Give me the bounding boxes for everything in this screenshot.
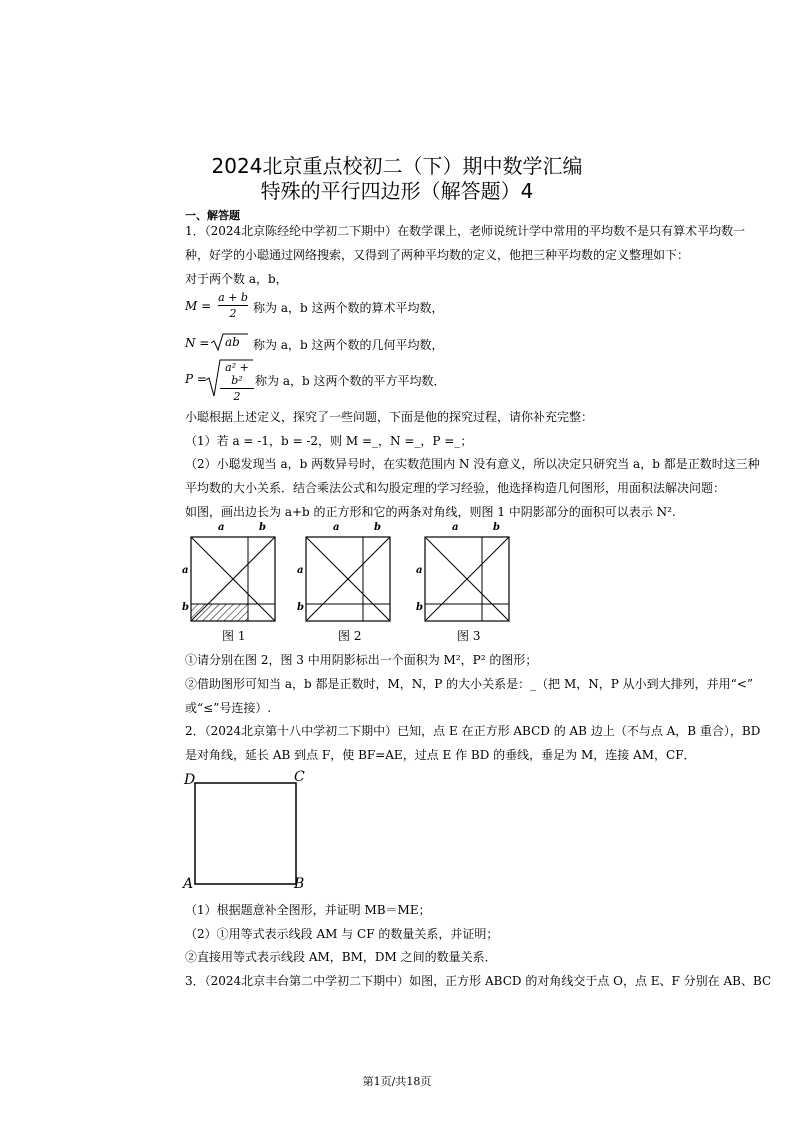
figure-2 xyxy=(303,522,393,631)
vertex-c-label: C xyxy=(294,769,305,785)
formula-p-text: 称为 a，b 这两个数的平方平均数． xyxy=(255,374,446,388)
formula-n-radicand: ab xyxy=(225,335,240,349)
figure-3 xyxy=(422,522,512,631)
figure-1-caption: 图 1 xyxy=(222,629,246,643)
fig1-label-b-top: b xyxy=(259,522,266,533)
formula-p-denominator: 2 xyxy=(220,388,254,403)
fig1-label-a-top: a xyxy=(218,522,225,533)
q2-line-5: ②直接用等式表示线段 AM，BM，DM 之间的数量关系． xyxy=(185,950,497,964)
formula-p-numerator: a² + b² xyxy=(225,361,249,387)
formula-p-fraction xyxy=(220,361,254,403)
figure-square-abcd xyxy=(180,768,310,897)
q1-line-12: ①请分别在图 2，图 3 中用阴影标出一个面积为 M²，P² 的图形； xyxy=(185,653,538,667)
q1-line-11: 如图，画出边长为 a+b 的正方形和它的两条对角线，则图 1 中阴影部分的面积可以表示 N². xyxy=(185,505,676,519)
figure-1-drawing xyxy=(188,522,278,627)
fig3-label-a-left: a xyxy=(416,565,423,576)
q1-line-9: （2）小聪发现当 a，b 两数异号时，在实数范围内 N 没有意义，所以决定只研究当 a，b 都是正数时这三种 xyxy=(185,457,760,471)
q2-line-4: （2）①用等式表示线段 AM 与 CF 的数量关系，并证明； xyxy=(185,927,499,941)
vertex-b-label: B xyxy=(294,876,305,892)
q1-line-2: 种，好学的小聪通过网络搜索，又得到了两种平均数的定义，他把三种平均数的定义整理如下： xyxy=(185,248,690,262)
q1-line-10: 平均数的大小关系．结合乘法公式和勾股定理的学习经验，他选择构造几何图形，用面积法解决问题： xyxy=(185,481,726,495)
fig3-label-b-top: b xyxy=(493,522,500,533)
fig1-label-b-left: b xyxy=(182,602,189,613)
formula-m-numerator: a + b xyxy=(218,291,248,304)
q1-line-13: ②借助图形可知当 a，b 都是正数时，M，N，P 的大小关系是：_（把 M，N，P 从小到大排列，并用“<” xyxy=(185,677,753,691)
page-subtitle: 特殊的平行四边形（解答题）4 xyxy=(260,179,534,203)
q1-line-8: （1）若 a = -1，b = -2，则 M =_，N =_，P =_； xyxy=(185,434,473,448)
q2-line-1: 2．（2024北京第十八中学初二下期中）已知，点 E 在正方形 ABCD 的 AB 边上（不与点 A，B 重合），BD xyxy=(185,724,761,738)
formula-n-text: 称为 a，b 这两个数的几何平均数， xyxy=(253,338,444,352)
q1-line-1: 1．（2024北京陈经纶中学初二下期中）在数学课上，老师说统计学中常用的平均数不是只有算术平均数一 xyxy=(185,224,746,238)
figure-3-caption: 图 3 xyxy=(457,629,481,643)
square-abcd-drawing xyxy=(180,768,310,893)
page-footer: 第1页/共18页 xyxy=(362,1075,432,1088)
formula-m-denominator: 2 xyxy=(218,305,248,320)
fig2-label-b-left: b xyxy=(297,602,304,613)
formula-n-radical xyxy=(210,332,250,356)
figure-2-caption: 图 2 xyxy=(338,629,362,643)
q2-line-3: （1）根据题意补全图形，并证明 MB＝ME； xyxy=(185,903,431,917)
fig1-label-a-left: a xyxy=(182,565,189,576)
q3-line-1: 3．（2024北京丰台第二中学初二下期中）如图，正方形 ABCD 的对角线交于点 O，点 E、F 分别在 AB、BC xyxy=(185,974,772,988)
fig3-label-b-left: b xyxy=(416,602,423,613)
figure-2-drawing xyxy=(303,522,393,627)
page-title: 2024北京重点校初二（下）期中数学汇编 xyxy=(211,154,583,178)
vertex-d-label: D xyxy=(184,772,196,788)
figure-3-drawing xyxy=(422,522,512,627)
formula-m-text: 称为 a，b 这两个数的算术平均数， xyxy=(253,301,444,315)
formula-m-fraction xyxy=(218,291,248,320)
formula-p-radical xyxy=(205,358,255,402)
fig3-label-a-top: a xyxy=(452,522,459,533)
q2-line-2: 是对角线，延长 AB 到点 F，使 BF=AE，过点 E 作 BD 的垂线，垂足为 M，连接 AM，CF． xyxy=(185,748,696,762)
formula-p-lhs: P = xyxy=(185,372,207,386)
fig2-label-a-top: a xyxy=(333,522,340,533)
formula-m-lhs: M = xyxy=(185,299,212,313)
q1-line-3: 对于两个数 a，b， xyxy=(185,272,288,286)
fig2-label-b-top: b xyxy=(374,522,381,533)
vertex-a-label: A xyxy=(183,876,194,892)
fig2-label-a-left: a xyxy=(297,565,304,576)
q1-line-7: 小聪根据上述定义，探究了一些问题，下面是他的探究过程，请你补充完整： xyxy=(185,410,594,424)
figure-1 xyxy=(188,522,278,631)
q1-line-14: 或“≤”号连接）. xyxy=(185,701,272,715)
formula-n-lhs: N = xyxy=(185,336,210,350)
section-heading: 一、解答题 xyxy=(185,209,240,222)
